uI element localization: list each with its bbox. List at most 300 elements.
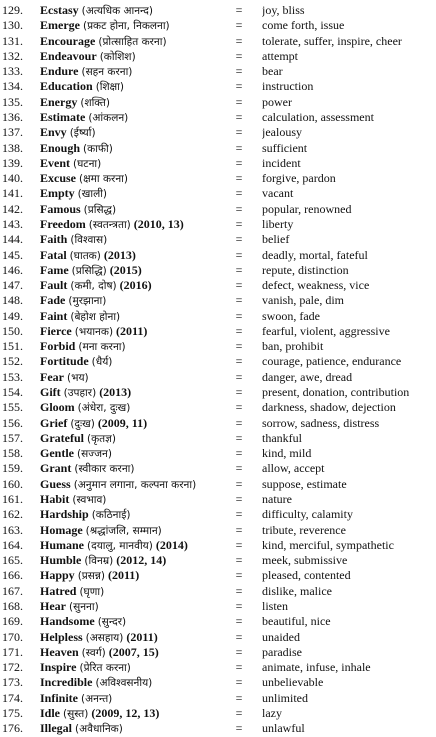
entry-word: Event <box>40 155 70 170</box>
entry-number: 129. <box>2 3 23 17</box>
equals-sign: = <box>235 537 243 552</box>
entry-meaning: swoon, fade <box>262 308 320 323</box>
entry-number: 142. <box>2 201 23 216</box>
vocab-entry <box>0 353 436 369</box>
entry-hindi: (उपहार) <box>63 387 97 399</box>
entry-hindi: (घृणा) <box>79 585 105 598</box>
entry-number: 152. <box>2 354 23 369</box>
entry-number: 135. <box>2 94 23 109</box>
entry-meaning: allow, accept <box>262 461 325 476</box>
entry-hindi: (प्रसिद्ध) <box>83 203 117 216</box>
equals-sign: = <box>235 155 243 170</box>
vocab-entry <box>0 460 436 476</box>
entry-meaning: forgive, pardon <box>262 171 336 186</box>
vocab-entry <box>0 522 436 538</box>
entry-word: Guess <box>40 476 71 491</box>
entry-hindi: (असहाय) <box>85 631 124 644</box>
entry-hindi: (काफी) <box>83 142 113 155</box>
entry-meaning: power <box>262 94 292 109</box>
entry-hindi: (अत्यधिक आनन्द) <box>81 5 153 17</box>
equals-sign: = <box>235 660 243 674</box>
equals-sign: = <box>235 400 243 415</box>
entry-word: Faint <box>40 308 68 323</box>
entry-years: (2009, 12, 13) <box>91 705 160 720</box>
vocab-entry <box>0 170 436 186</box>
entry-hindi: (शिक्षा) <box>95 81 124 94</box>
vocab-entry <box>0 720 436 736</box>
entry-word: Fault <box>40 278 68 292</box>
entry-number: 176. <box>2 721 23 736</box>
entry-number: 156. <box>2 415 23 430</box>
entry-word: Incredible <box>40 675 93 690</box>
entry-number: 153. <box>2 369 23 384</box>
entry-number: 161. <box>2 492 23 506</box>
vocab-entry <box>0 705 436 721</box>
entry-meaning: sufficient <box>262 140 308 155</box>
entry-word: Famous <box>40 201 81 216</box>
entry-word: Helpless <box>40 629 83 644</box>
equals-sign: = <box>235 354 243 369</box>
entry-years: (2013) <box>103 247 136 262</box>
entry-meaning: deadly, mortal, fateful <box>262 247 368 262</box>
entry-meaning: nature <box>262 492 292 506</box>
entry-years: (2011) <box>107 568 140 583</box>
entry-hindi: (कठिनाई) <box>91 509 131 522</box>
equals-sign: = <box>235 476 243 491</box>
entry-meaning: repute, distinction <box>262 262 349 277</box>
entry-hindi: (कृतज्ञ) <box>87 432 116 445</box>
entry-meaning: paradise <box>262 644 302 659</box>
vocab-entry <box>0 399 436 415</box>
entry-hindi: (सुनना) <box>69 600 99 613</box>
entry-hindi: (अनुमान लगाना, कल्पना करना) <box>73 478 197 491</box>
entry-meaning: beautiful, nice <box>262 614 331 629</box>
entry-word: Fear <box>40 369 64 384</box>
entry-meaning: popular, renowned <box>262 201 352 216</box>
entry-years: (2010, 13) <box>133 216 184 231</box>
vocab-entry <box>0 231 436 247</box>
vocab-entry <box>0 94 436 110</box>
entry-hindi: (सुन्दर) <box>97 616 127 629</box>
equals-sign: = <box>235 522 243 537</box>
entry-number: 170. <box>2 629 23 644</box>
entry-hindi: (धैर्य) <box>91 356 113 369</box>
entry-word: Gloom <box>40 400 75 415</box>
vocab-entry <box>0 567 436 583</box>
entry-word: Habit <box>40 492 70 506</box>
vocab-entry <box>0 155 436 171</box>
entry-hindi: (श्रद्धांजलि, सम्मान) <box>85 524 162 537</box>
entry-word: Faith <box>40 232 68 247</box>
entry-word: Hatred <box>40 583 77 598</box>
equals-sign: = <box>235 94 243 109</box>
entry-hindi: (घातक) <box>69 249 101 262</box>
entry-hindi: (सज्जन) <box>77 448 112 461</box>
entry-word: Happy <box>40 568 75 583</box>
entry-years: (2014) <box>155 537 188 552</box>
entry-meaning: bear <box>262 64 283 79</box>
entry-number: 160. <box>2 476 23 491</box>
vocab-entry <box>0 201 436 217</box>
vocab-entry <box>0 415 436 431</box>
equals-sign: = <box>235 705 243 720</box>
equals-sign: = <box>235 339 243 354</box>
entry-word: Enough <box>40 140 81 155</box>
entry-word: Endure <box>40 64 79 79</box>
entry-hindi: (दुःख) <box>70 417 95 430</box>
entry-hindi: (मुरझाना) <box>68 295 107 308</box>
entry-meaning: meek, submissive <box>262 553 348 568</box>
entry-word: Estimate <box>40 110 86 124</box>
entry-number: 139. <box>2 155 23 170</box>
entry-number: 131. <box>2 33 23 48</box>
entry-word-group <box>40 720 123 737</box>
equals-sign: = <box>235 430 243 445</box>
equals-sign: = <box>235 629 243 644</box>
vocab-entry <box>0 491 436 507</box>
entry-meaning: ban, prohibit <box>262 339 324 354</box>
entry-word: Envy <box>40 125 67 140</box>
equals-sign: = <box>235 598 243 613</box>
vocab-entry <box>0 78 436 94</box>
entry-years: (2009, 11) <box>97 415 148 430</box>
entry-meaning: attempt <box>262 48 298 63</box>
entry-word: Fortitude <box>40 354 89 369</box>
entry-hindi: (बेहोश होना) <box>70 310 121 323</box>
entry-number: 144. <box>2 232 23 247</box>
vocab-entry <box>0 338 436 354</box>
entry-word: Fade <box>40 293 66 308</box>
equals-sign: = <box>235 721 243 736</box>
entry-meaning: present, donation, contribution <box>262 385 410 399</box>
entry-number: 163. <box>2 522 23 537</box>
equals-sign: = <box>235 216 243 231</box>
equals-sign: = <box>235 644 243 659</box>
entry-number: 172. <box>2 660 23 674</box>
entry-hindi: (स्वीकार करना) <box>74 463 135 476</box>
entry-meaning: difficulty, calamity <box>262 507 353 522</box>
vocab-entry <box>0 2 436 18</box>
entry-number: 150. <box>2 323 23 338</box>
entry-hindi: (प्रसन्न) <box>77 570 105 583</box>
entry-number: 175. <box>2 705 23 720</box>
entry-word: Hardship <box>40 507 89 522</box>
vocab-entry <box>0 598 436 614</box>
entry-meaning: tolerate, suffer, inspire, cheer <box>262 33 402 48</box>
equals-sign: = <box>235 507 243 522</box>
entry-word: Illegal <box>40 721 72 736</box>
entry-number: 157. <box>2 430 23 445</box>
entry-years: (2013) <box>99 385 132 399</box>
entry-hindi: (प्रकट होना, निकलना) <box>82 20 170 33</box>
entry-number: 171. <box>2 644 23 659</box>
equals-sign: = <box>235 262 243 277</box>
equals-sign: = <box>235 64 243 79</box>
vocab-entry <box>0 17 436 33</box>
entry-hindi: (खाली) <box>77 188 108 201</box>
entry-meaning: vacant <box>262 186 294 201</box>
entry-meaning: unbelievable <box>262 675 324 690</box>
entry-years: (2011) <box>126 629 158 644</box>
vocab-entry <box>0 369 436 385</box>
entry-hindi: (सहन करना) <box>81 66 133 79</box>
entry-years: (2007, 15) <box>108 644 159 659</box>
entry-word: Excuse <box>40 171 76 186</box>
entry-word: Idle <box>40 705 61 720</box>
entry-word: Heaven <box>40 644 79 659</box>
entry-number: 134. <box>2 79 23 94</box>
entry-hindi: (अंधेरा, दुःख) <box>77 402 131 415</box>
equals-sign: = <box>235 171 243 186</box>
entry-meaning: joy, bliss <box>262 3 305 17</box>
entry-number: 173. <box>2 675 23 690</box>
entry-hindi: (भयानक) <box>74 325 114 338</box>
entry-meaning: come forth, issue <box>262 18 345 33</box>
entry-word: Hear <box>40 598 66 613</box>
entry-meaning: courage, patience, endurance <box>262 354 402 369</box>
equals-sign: = <box>235 690 243 705</box>
entry-number: 146. <box>2 262 23 277</box>
entry-hindi: (प्रसिद्धि) <box>71 264 107 277</box>
equals-sign: = <box>235 201 243 216</box>
vocab-entry <box>0 690 436 706</box>
equals-sign: = <box>235 186 243 201</box>
entry-number: 141. <box>2 186 23 201</box>
entry-meaning: animate, infuse, inhale <box>262 660 371 674</box>
entry-hindi: (दयालु, मानवीय) <box>87 539 153 552</box>
vocab-entry <box>0 48 436 64</box>
vocab-entry <box>0 476 436 492</box>
entry-word: Fierce <box>40 323 72 338</box>
entry-number: 132. <box>2 48 23 63</box>
entry-hindi: (स्वभाव) <box>72 494 107 506</box>
entry-meaning: unlimited <box>262 690 308 705</box>
entry-word: Fame <box>40 262 69 277</box>
entry-number: 166. <box>2 568 23 583</box>
vocab-entry <box>0 124 436 140</box>
entry-meaning: dislike, malice <box>262 583 332 598</box>
entry-hindi: (मना करना) <box>78 341 126 354</box>
entry-word: Gift <box>40 385 61 399</box>
equals-sign: = <box>235 583 243 598</box>
equals-sign: = <box>235 18 243 33</box>
entry-meaning: fearful, violent, aggressive <box>262 323 390 338</box>
entry-meaning: vanish, pale, dim <box>262 293 344 308</box>
equals-sign: = <box>235 278 243 292</box>
equals-sign: = <box>235 415 243 430</box>
entry-number: 162. <box>2 507 23 522</box>
entry-number: 159. <box>2 461 23 476</box>
entry-number: 136. <box>2 110 23 124</box>
vocab-entry <box>0 384 436 400</box>
vocab-entry <box>0 629 436 645</box>
entry-meaning: defect, weakness, vice <box>262 278 370 292</box>
equals-sign: = <box>235 461 243 476</box>
equals-sign: = <box>235 675 243 690</box>
vocab-entry <box>0 506 436 522</box>
entry-hindi: (घटना) <box>73 157 102 170</box>
entry-hindi: (कोशिश) <box>99 50 136 63</box>
entry-meaning: calculation, assessment <box>262 110 374 124</box>
entry-number: 151. <box>2 339 23 354</box>
entry-word: Forbid <box>40 339 76 354</box>
entry-number: 154. <box>2 385 23 399</box>
entry-number: 149. <box>2 308 23 323</box>
entry-meaning: listen <box>262 598 288 613</box>
entry-meaning: unlawful <box>262 721 305 736</box>
entry-years: (2012, 14) <box>116 553 167 568</box>
entry-meaning: liberty <box>262 216 294 231</box>
equals-sign: = <box>235 323 243 338</box>
entry-word: Encourage <box>40 33 96 48</box>
entry-number: 164. <box>2 537 23 552</box>
entry-word: Homage <box>40 522 83 537</box>
equals-sign: = <box>235 48 243 63</box>
entry-meaning: lazy <box>262 705 282 720</box>
entry-meaning: sorrow, sadness, distress <box>262 415 380 430</box>
equals-sign: = <box>235 446 243 461</box>
entry-number: 158. <box>2 446 23 461</box>
equals-sign: = <box>235 385 243 399</box>
entry-number: 130. <box>2 18 23 33</box>
entry-meaning: unaided <box>262 629 300 644</box>
vocab-entry <box>0 262 436 278</box>
entry-number: 167. <box>2 583 23 598</box>
vocab-entry <box>0 659 436 675</box>
entry-years: (2011) <box>116 323 148 338</box>
entry-word: Humble <box>40 553 82 568</box>
entry-word: Infinite <box>40 690 79 705</box>
entry-number: 147. <box>2 278 23 292</box>
entry-meaning: darkness, shadow, dejection <box>262 400 396 415</box>
equals-sign: = <box>235 553 243 568</box>
entry-hindi: (अवैधानिक) <box>75 723 123 736</box>
entry-word: Grief <box>40 415 68 430</box>
entry-hindi: (अविश्वसनीय) <box>95 677 153 690</box>
entry-number: 145. <box>2 247 23 262</box>
vocab-entry <box>0 445 436 461</box>
entry-word: Grant <box>40 461 72 476</box>
entry-word: Inspire <box>40 660 77 674</box>
entry-number: 165. <box>2 553 23 568</box>
entry-hindi: (आंकलन) <box>88 112 129 124</box>
equals-sign: = <box>235 568 243 583</box>
entry-meaning: incident <box>262 155 301 170</box>
equals-sign: = <box>235 232 243 247</box>
equals-sign: = <box>235 140 243 155</box>
entry-number: 133. <box>2 64 23 79</box>
entry-number: 168. <box>2 598 23 613</box>
entry-word: Grateful <box>40 430 84 445</box>
equals-sign: = <box>235 247 243 262</box>
entry-number: 155. <box>2 400 23 415</box>
vocab-entry <box>0 613 436 629</box>
entry-number: 140. <box>2 171 23 186</box>
entry-word: Empty <box>40 186 75 201</box>
entry-number: 138. <box>2 140 23 155</box>
entry-word: Freedom <box>40 216 86 231</box>
equals-sign: = <box>235 614 243 629</box>
entry-word: Energy <box>40 94 78 109</box>
entry-hindi: (अनन्त) <box>81 692 113 705</box>
entry-years: (2016) <box>119 278 152 292</box>
entry-meaning: pleased, contented <box>262 568 351 583</box>
entry-hindi: (प्रेरित करना) <box>79 662 131 674</box>
equals-sign: = <box>235 293 243 308</box>
vocab-entry <box>0 63 436 79</box>
entry-number: 137. <box>2 125 23 140</box>
vocab-entry <box>0 323 436 339</box>
entry-hindi: (विनम्र) <box>84 555 114 568</box>
entry-meaning: suppose, estimate <box>262 476 347 491</box>
entry-hindi: (क्षमा करना) <box>79 173 128 186</box>
entry-hindi: (शक्ति) <box>80 96 111 109</box>
equals-sign: = <box>235 33 243 48</box>
entry-word: Emerge <box>40 18 80 33</box>
equals-sign: = <box>235 79 243 94</box>
vocab-entry <box>0 644 436 660</box>
entry-word: Gentle <box>40 446 74 461</box>
vocab-entry <box>0 583 436 599</box>
vocab-entry <box>0 185 436 201</box>
vocab-entry <box>0 292 436 308</box>
vocab-entry <box>0 109 436 125</box>
entry-number: 143. <box>2 216 23 231</box>
vocab-entry <box>0 277 436 293</box>
entry-hindi: (विश्वास) <box>70 234 108 247</box>
entry-meaning: kind, mild <box>262 446 312 461</box>
equals-sign: = <box>235 125 243 140</box>
equals-sign: = <box>235 308 243 323</box>
entry-hindi: (सुस्त) <box>63 707 89 720</box>
vocab-entry <box>0 537 436 553</box>
entry-hindi: (स्वर्ग) <box>81 646 106 659</box>
entry-meaning: instruction <box>262 79 314 94</box>
entry-hindi: (भय) <box>66 371 89 384</box>
entry-word: Endeavour <box>40 48 97 63</box>
vocab-entry <box>0 308 436 324</box>
entry-word: Handsome <box>40 614 95 629</box>
equals-sign: = <box>235 3 243 17</box>
entry-meaning: danger, awe, dread <box>262 369 353 384</box>
entry-meaning: belief <box>262 232 290 247</box>
entry-meaning: thankful <box>262 430 302 445</box>
equals-sign: = <box>235 110 243 124</box>
equals-sign: = <box>235 492 243 506</box>
vocab-entry <box>0 552 436 568</box>
entry-word: Humane <box>40 537 85 552</box>
entry-meaning: tribute, reverence <box>262 522 346 537</box>
vocab-entry <box>0 430 436 446</box>
vocab-entry <box>0 216 436 232</box>
entry-hindi: (स्वतन्त्रता) <box>88 218 131 231</box>
entry-number: 148. <box>2 293 23 308</box>
entry-number: 174. <box>2 690 23 705</box>
vocab-entry <box>0 33 436 49</box>
entry-number: 169. <box>2 614 23 629</box>
entry-meaning: kind, merciful, sympathetic <box>262 537 394 552</box>
entry-word: Education <box>40 79 93 94</box>
equals-sign: = <box>235 369 243 384</box>
vocab-entry <box>0 247 436 263</box>
entry-hindi: (कमी, दोष) <box>70 280 117 292</box>
entry-meaning: jealousy <box>262 125 302 140</box>
entry-hindi: (प्रोत्साहित करना) <box>98 35 167 48</box>
entry-word: Fatal <box>40 247 67 262</box>
entry-years: (2015) <box>109 262 142 277</box>
entry-word: Ecstasy <box>40 3 79 17</box>
entry-hindi: (ईर्ष्या) <box>69 127 96 140</box>
